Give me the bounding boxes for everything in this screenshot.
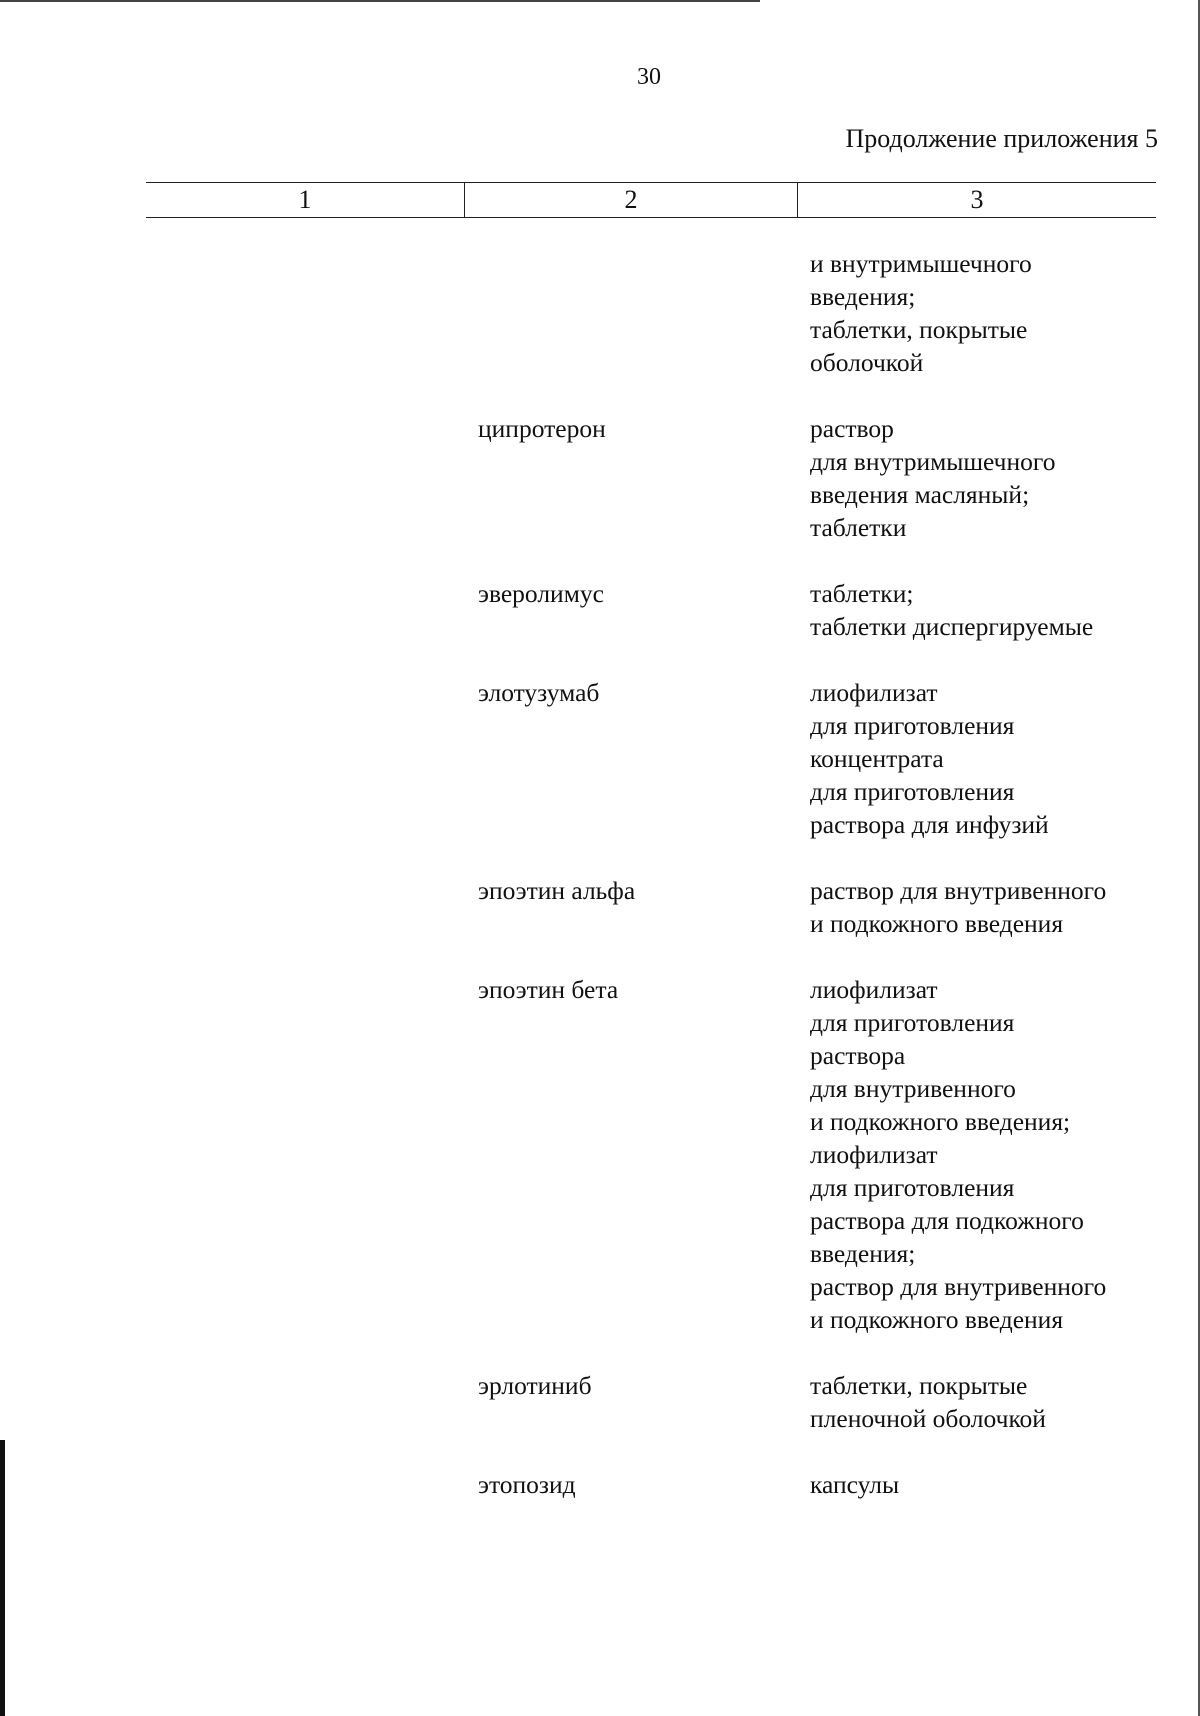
dosage-form-line: для внутривенного [810, 1074, 1016, 1103]
continuation-label: Продолжение приложения 5 [845, 124, 1158, 153]
dosage-forms [796, 874, 1156, 940]
cell-col1 [146, 1468, 464, 1501]
cell-col1 [146, 676, 464, 841]
drug-name: эпоэтин альфа [478, 876, 636, 905]
dosage-forms [796, 1369, 1156, 1435]
scan-artifact-top-line [0, 0, 760, 2]
dosage-forms [796, 247, 1156, 379]
cell-col1 [146, 412, 464, 544]
table-row [146, 412, 1156, 544]
column-header-2: 2 [465, 183, 798, 217]
dosage-form-line: и подкожного введения [810, 1305, 1064, 1334]
dosage-form-line: раствора [810, 1041, 906, 1070]
dosage-form-line: лиофилизат [810, 975, 938, 1004]
table-header [146, 182, 1156, 218]
drug-name: эверолимус [478, 579, 604, 608]
cell-col1 [146, 577, 464, 643]
dosage-form-line: концентрата [810, 744, 944, 773]
cell-col1 [146, 874, 464, 940]
table-body [146, 247, 1156, 1534]
dosage-form-line: и подкожного введения; [810, 1107, 1071, 1136]
drug-name: эрлотиниб [478, 1371, 592, 1400]
cell-col1 [146, 1369, 464, 1435]
dosage-form-line: для приготовления [810, 711, 1015, 740]
drug-name [464, 247, 796, 379]
dosage-form-line: оболочкой [810, 348, 924, 377]
table-row [146, 1468, 1156, 1501]
dosage-form-line: таблетки [810, 513, 907, 542]
dosage-form-line: таблетки, покрытые [810, 315, 1028, 344]
table-row [146, 874, 1156, 940]
dosage-form-line: пленочной оболочкой [810, 1404, 1046, 1433]
page-number: 30 [637, 64, 661, 90]
dosage-form-line: введения; [810, 1239, 916, 1268]
drug-name: этопозид [478, 1470, 576, 1499]
drug-name: ципротерон [478, 414, 606, 443]
dosage-form-line: раствор для внутривенного [810, 876, 1107, 905]
dosage-forms [796, 1468, 1156, 1501]
scan-artifact-left-line [0, 1440, 5, 1716]
dosage-form-line: таблетки, покрытые [810, 1371, 1028, 1400]
dosage-form-line: раствора для инфузий [810, 810, 1049, 839]
dosage-form-line: и подкожного введения [810, 909, 1064, 938]
column-header-1: 1 [146, 183, 465, 217]
dosage-form-line: для приготовления [810, 1173, 1015, 1202]
column-header-3: 3 [970, 185, 984, 214]
drug-name: эпоэтин бета [478, 975, 619, 1004]
dosage-forms [796, 577, 1156, 643]
dosage-form-line: раствор [810, 414, 894, 443]
dosage-forms [796, 412, 1156, 544]
dosage-form-line: для приготовления [810, 1008, 1015, 1037]
dosage-form-line: лиофилизат [810, 678, 938, 707]
table-row [146, 577, 1156, 643]
drug-name: элотузумаб [478, 678, 600, 707]
dosage-form-line: для приготовления [810, 777, 1015, 806]
table-row [146, 247, 1156, 379]
table-row [146, 676, 1156, 841]
cell-col1 [146, 973, 464, 1336]
dosage-forms [796, 973, 1156, 1336]
dosage-form-line: таблетки; [810, 579, 914, 608]
table-row [146, 1369, 1156, 1435]
dosage-form-line: и внутримышечного [810, 249, 1032, 278]
dosage-form-line: введения; [810, 282, 916, 311]
dosage-form-line: для внутримышечного [810, 447, 1056, 476]
dosage-form-line: введения масляный; [810, 480, 1030, 509]
dosage-form-line: раствора для подкожного [810, 1206, 1084, 1235]
dosage-form-line: капсулы [810, 1470, 900, 1499]
dosage-form-line: раствор для внутривенного [810, 1272, 1107, 1301]
dosage-form-line: таблетки диспергируемые [810, 612, 1094, 641]
table-row [146, 973, 1156, 1336]
dosage-form-line: лиофилизат [810, 1140, 938, 1169]
cell-col1 [146, 247, 464, 379]
dosage-forms [796, 676, 1156, 841]
